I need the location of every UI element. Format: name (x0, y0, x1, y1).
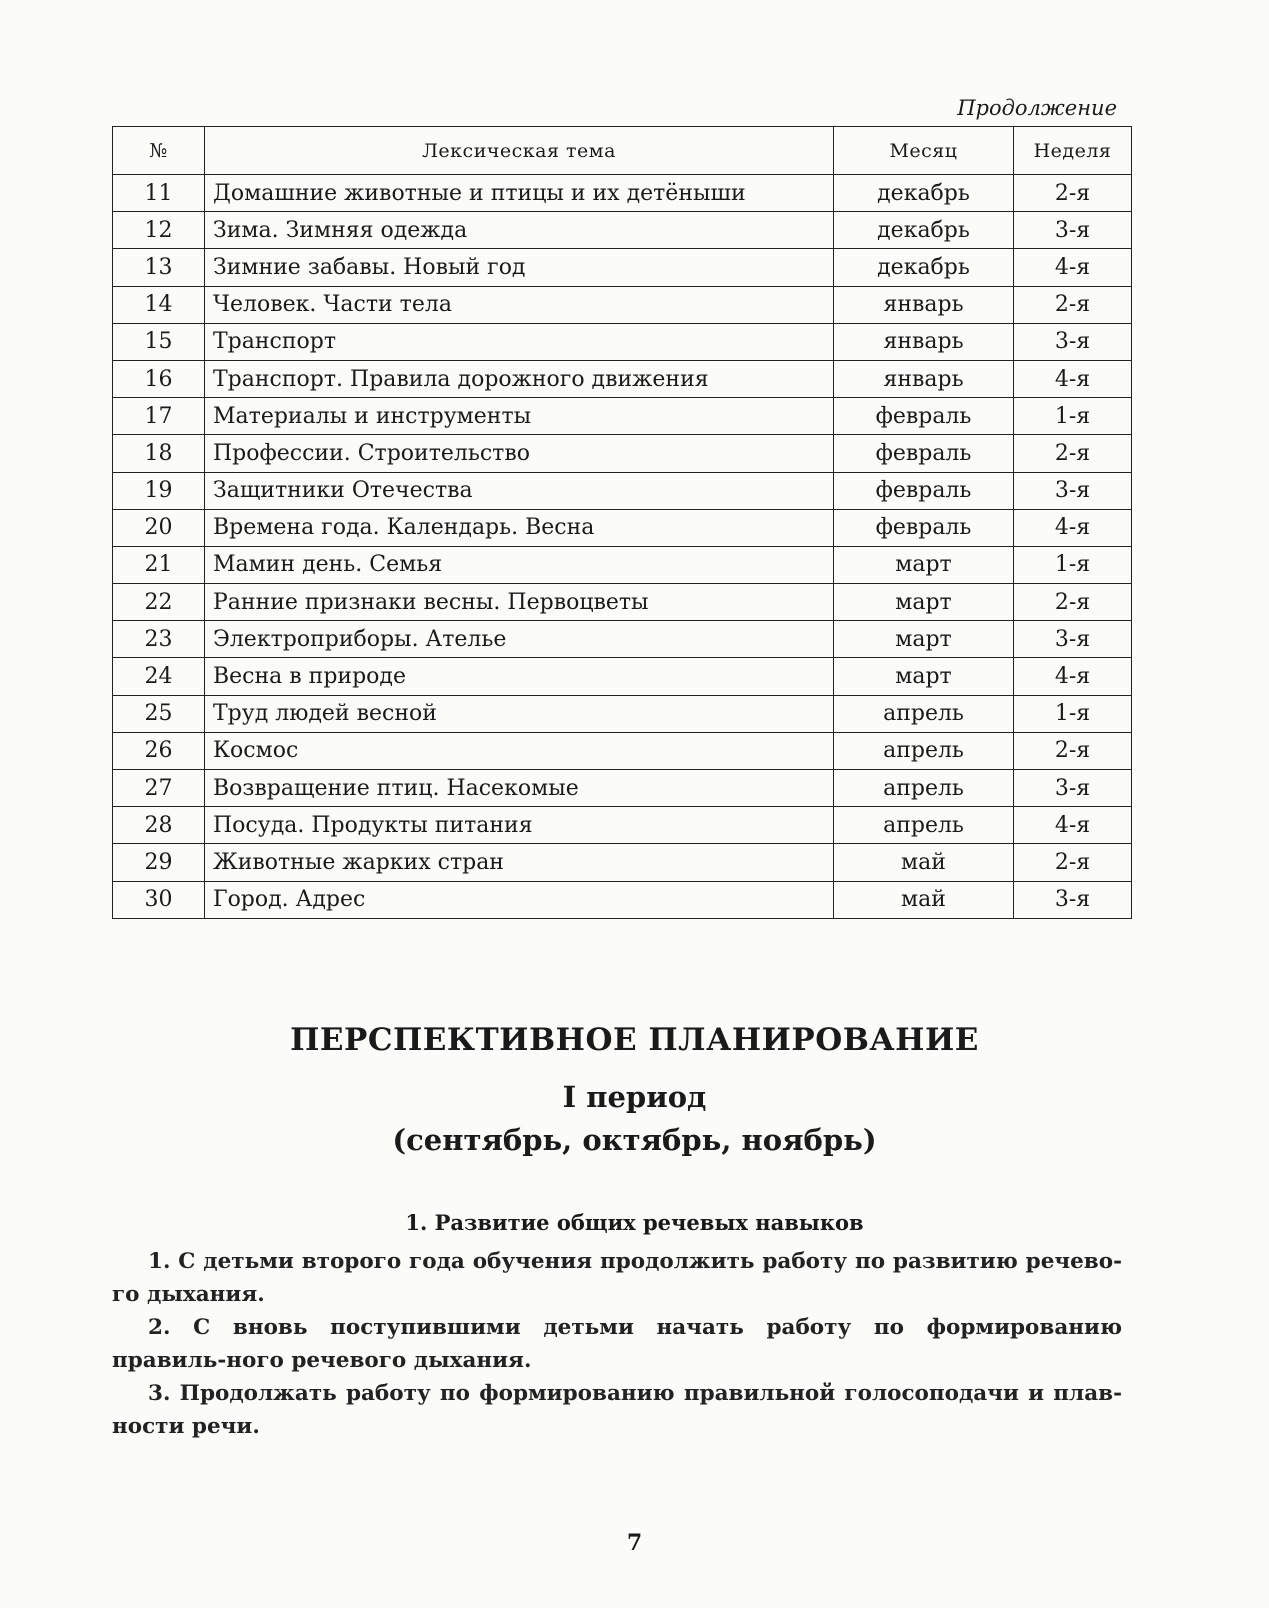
cell-month: март (834, 621, 1014, 658)
table-header-row (113, 127, 1132, 175)
header-num: № (113, 127, 205, 175)
table-row (113, 770, 1132, 807)
header-topic: Лексическая тема (205, 127, 834, 175)
cell-week: 2-я (1014, 844, 1132, 881)
cell-month: май (834, 881, 1014, 918)
lexical-topics-table (112, 126, 1132, 919)
cell-week: 1-я (1014, 695, 1132, 732)
table-row (113, 360, 1132, 397)
cell-topic: Электроприборы. Ателье (205, 621, 834, 658)
cell-month: декабрь (834, 249, 1014, 286)
table-row (113, 435, 1132, 472)
cell-week: 4-я (1014, 360, 1132, 397)
cell-week: 3-я (1014, 621, 1132, 658)
cell-topic: Весна в природе (205, 658, 834, 695)
cell-week: 3-я (1014, 323, 1132, 360)
cell-num: 27 (113, 770, 205, 807)
cell-topic: Домашние животные и птицы и их детёныши (205, 175, 834, 212)
cell-num: 18 (113, 435, 205, 472)
cell-num: 24 (113, 658, 205, 695)
cell-num: 15 (113, 323, 205, 360)
cell-num: 17 (113, 398, 205, 435)
table-row (113, 472, 1132, 509)
cell-month: февраль (834, 509, 1014, 546)
cell-topic: Зима. Зимняя одежда (205, 212, 834, 249)
cell-week: 4-я (1014, 658, 1132, 695)
section-title: 1. Развитие общих речевых навыков (405, 1210, 864, 1235)
cell-num: 11 (113, 175, 205, 212)
cell-num: 26 (113, 732, 205, 769)
section-body (112, 1245, 1122, 1443)
cell-num: 20 (113, 509, 205, 546)
paragraph: 3. Продолжать работу по формированию правильной голосоподачи и плав-ности речи. (112, 1381, 1122, 1439)
page-number: 7 (626, 1530, 643, 1556)
table-row (113, 398, 1132, 435)
cell-topic: Животные жарких стран (205, 844, 834, 881)
cell-month: декабрь (834, 175, 1014, 212)
cell-week: 3-я (1014, 770, 1132, 807)
cell-month: апрель (834, 770, 1014, 807)
table-row (113, 844, 1132, 881)
table-row (113, 807, 1132, 844)
cell-topic: Мамин день. Семья (205, 546, 834, 583)
cell-topic: Человек. Части тела (205, 286, 834, 323)
cell-num: 23 (113, 621, 205, 658)
cell-topic: Транспорт. Правила дорожного движения (205, 360, 834, 397)
cell-month: март (834, 658, 1014, 695)
cell-week: 2-я (1014, 286, 1132, 323)
cell-topic: Защитники Отечества (205, 472, 834, 509)
table-row (113, 621, 1132, 658)
cell-month: апрель (834, 807, 1014, 844)
table-row (113, 509, 1132, 546)
cell-topic: Зимние забавы. Новый год (205, 249, 834, 286)
cell-num: 28 (113, 807, 205, 844)
cell-topic: Времена года. Календарь. Весна (205, 509, 834, 546)
cell-month: февраль (834, 472, 1014, 509)
cell-week: 3-я (1014, 472, 1132, 509)
cell-topic: Посуда. Продукты питания (205, 807, 834, 844)
cell-num: 29 (113, 844, 205, 881)
table-row (113, 175, 1132, 212)
table-row (113, 286, 1132, 323)
cell-month: апрель (834, 732, 1014, 769)
cell-week: 2-я (1014, 175, 1132, 212)
cell-month: январь (834, 286, 1014, 323)
table-row (113, 212, 1132, 249)
cell-topic: Профессии. Строительство (205, 435, 834, 472)
table-row (113, 881, 1132, 918)
table-row (113, 584, 1132, 621)
cell-week: 4-я (1014, 249, 1132, 286)
header-month: Месяц (834, 127, 1014, 175)
cell-topic: Транспорт (205, 323, 834, 360)
cell-topic: Труд людей весной (205, 695, 834, 732)
cell-topic: Ранние признаки весны. Первоцветы (205, 584, 834, 621)
cell-month: февраль (834, 435, 1014, 472)
cell-month: май (834, 844, 1014, 881)
cell-week: 2-я (1014, 732, 1132, 769)
cell-month: март (834, 546, 1014, 583)
cell-num: 21 (113, 546, 205, 583)
cell-topic: Материалы и инструменты (205, 398, 834, 435)
cell-week: 1-я (1014, 546, 1132, 583)
cell-num: 12 (113, 212, 205, 249)
cell-month: февраль (834, 398, 1014, 435)
table-row (113, 249, 1132, 286)
cell-topic: Город. Адрес (205, 881, 834, 918)
period-months: (сентябрь, октябрь, ноябрь) (392, 1123, 877, 1157)
main-heading: ПЕРСПЕКТИВНОЕ ПЛАНИРОВАНИЕ (290, 1022, 979, 1058)
cell-week: 1-я (1014, 398, 1132, 435)
cell-topic: Космос (205, 732, 834, 769)
continuation-label: Продолжение (957, 96, 1117, 120)
cell-num: 30 (113, 881, 205, 918)
table-row (113, 546, 1132, 583)
period-heading: I период (562, 1080, 707, 1114)
cell-num: 19 (113, 472, 205, 509)
cell-num: 13 (113, 249, 205, 286)
cell-num: 25 (113, 695, 205, 732)
cell-num: 14 (113, 286, 205, 323)
table-row (113, 732, 1132, 769)
paragraph: 2. С вновь поступившими детьми начать работу по формированию правиль-ного речевого дыхания. (112, 1315, 1122, 1373)
cell-topic: Возвращение птиц. Насекомые (205, 770, 834, 807)
cell-num: 22 (113, 584, 205, 621)
cell-week: 2-я (1014, 435, 1132, 472)
table-row (113, 323, 1132, 360)
table-row (113, 695, 1132, 732)
cell-week: 3-я (1014, 212, 1132, 249)
cell-month: март (834, 584, 1014, 621)
cell-week: 4-я (1014, 807, 1132, 844)
table-row (113, 658, 1132, 695)
paragraph: 1. С детьми второго года обучения продолжить работу по развитию речево-го дыхания. (112, 1249, 1122, 1307)
cell-month: декабрь (834, 212, 1014, 249)
header-week: Неделя (1014, 127, 1132, 175)
cell-num: 16 (113, 360, 205, 397)
cell-month: январь (834, 360, 1014, 397)
cell-week: 3-я (1014, 881, 1132, 918)
cell-week: 2-я (1014, 584, 1132, 621)
cell-week: 4-я (1014, 509, 1132, 546)
cell-month: апрель (834, 695, 1014, 732)
cell-month: январь (834, 323, 1014, 360)
